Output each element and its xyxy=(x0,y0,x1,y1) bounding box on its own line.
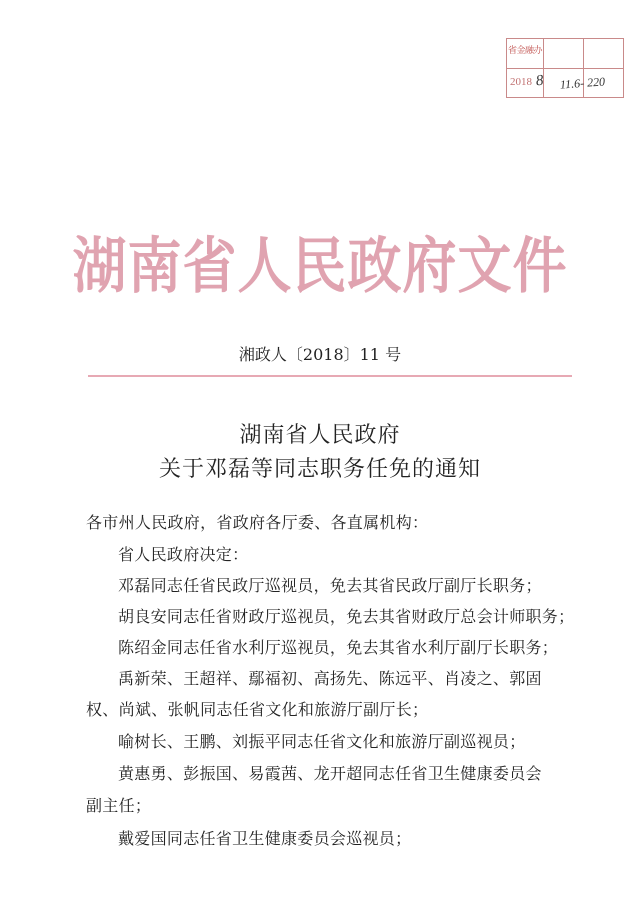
body-paragraph: 戴爱国同志任省卫生健康委员会巡视员； xyxy=(118,829,412,848)
salutation: 各市州人民政府，省政府各厅委、各直属机构： xyxy=(86,513,429,532)
body-paragraph: 黄惠勇、彭振国、易霞茜、龙开超同志任省卫生健康委员会 xyxy=(118,764,542,783)
stamp-handwritten-b: 11.6- 220 xyxy=(559,74,606,92)
stamp-year: 2018 xyxy=(510,76,532,88)
body-paragraph: 陈绍金同志任省水利厅巡视员，免去其省水利厅副厅长职务； xyxy=(118,638,559,657)
body-paragraph: 副主任； xyxy=(86,796,152,815)
masthead: 湖南省人民政府文件 xyxy=(72,230,568,301)
document-title-line2: 关于邓磊等同志职务任免的通知 xyxy=(158,457,481,482)
body-paragraph: 喻树长、王鹏、刘振平同志任省文化和旅游厅副巡视员； xyxy=(118,732,526,751)
body-paragraph: 邓磊同志任省民政厅巡视员，免去其省民政厅副厅长职务； xyxy=(118,576,542,595)
body-paragraph: 胡良安同志任省财政厅巡视员，免去其省财政厅总会计师职务； xyxy=(118,607,575,626)
body-paragraph: 禹新荣、王超祥、鄢福初、高扬先、陈远平、肖凌之、郭固 xyxy=(118,669,542,688)
stamp-handwritten-a: 8 xyxy=(535,72,545,90)
stamp-label: 省金融办 xyxy=(508,46,543,56)
document-title-line1: 湖南省人民政府 xyxy=(239,423,401,448)
body-paragraph: 省人民政府决定： xyxy=(118,545,249,564)
document-number: 湘政人〔2018〕11 号 xyxy=(238,345,402,364)
body-paragraph: 权、尚斌、张帆同志任省文化和旅游厅副厅长； xyxy=(86,700,429,719)
red-divider-line xyxy=(88,375,572,377)
archive-stamp xyxy=(506,38,624,98)
